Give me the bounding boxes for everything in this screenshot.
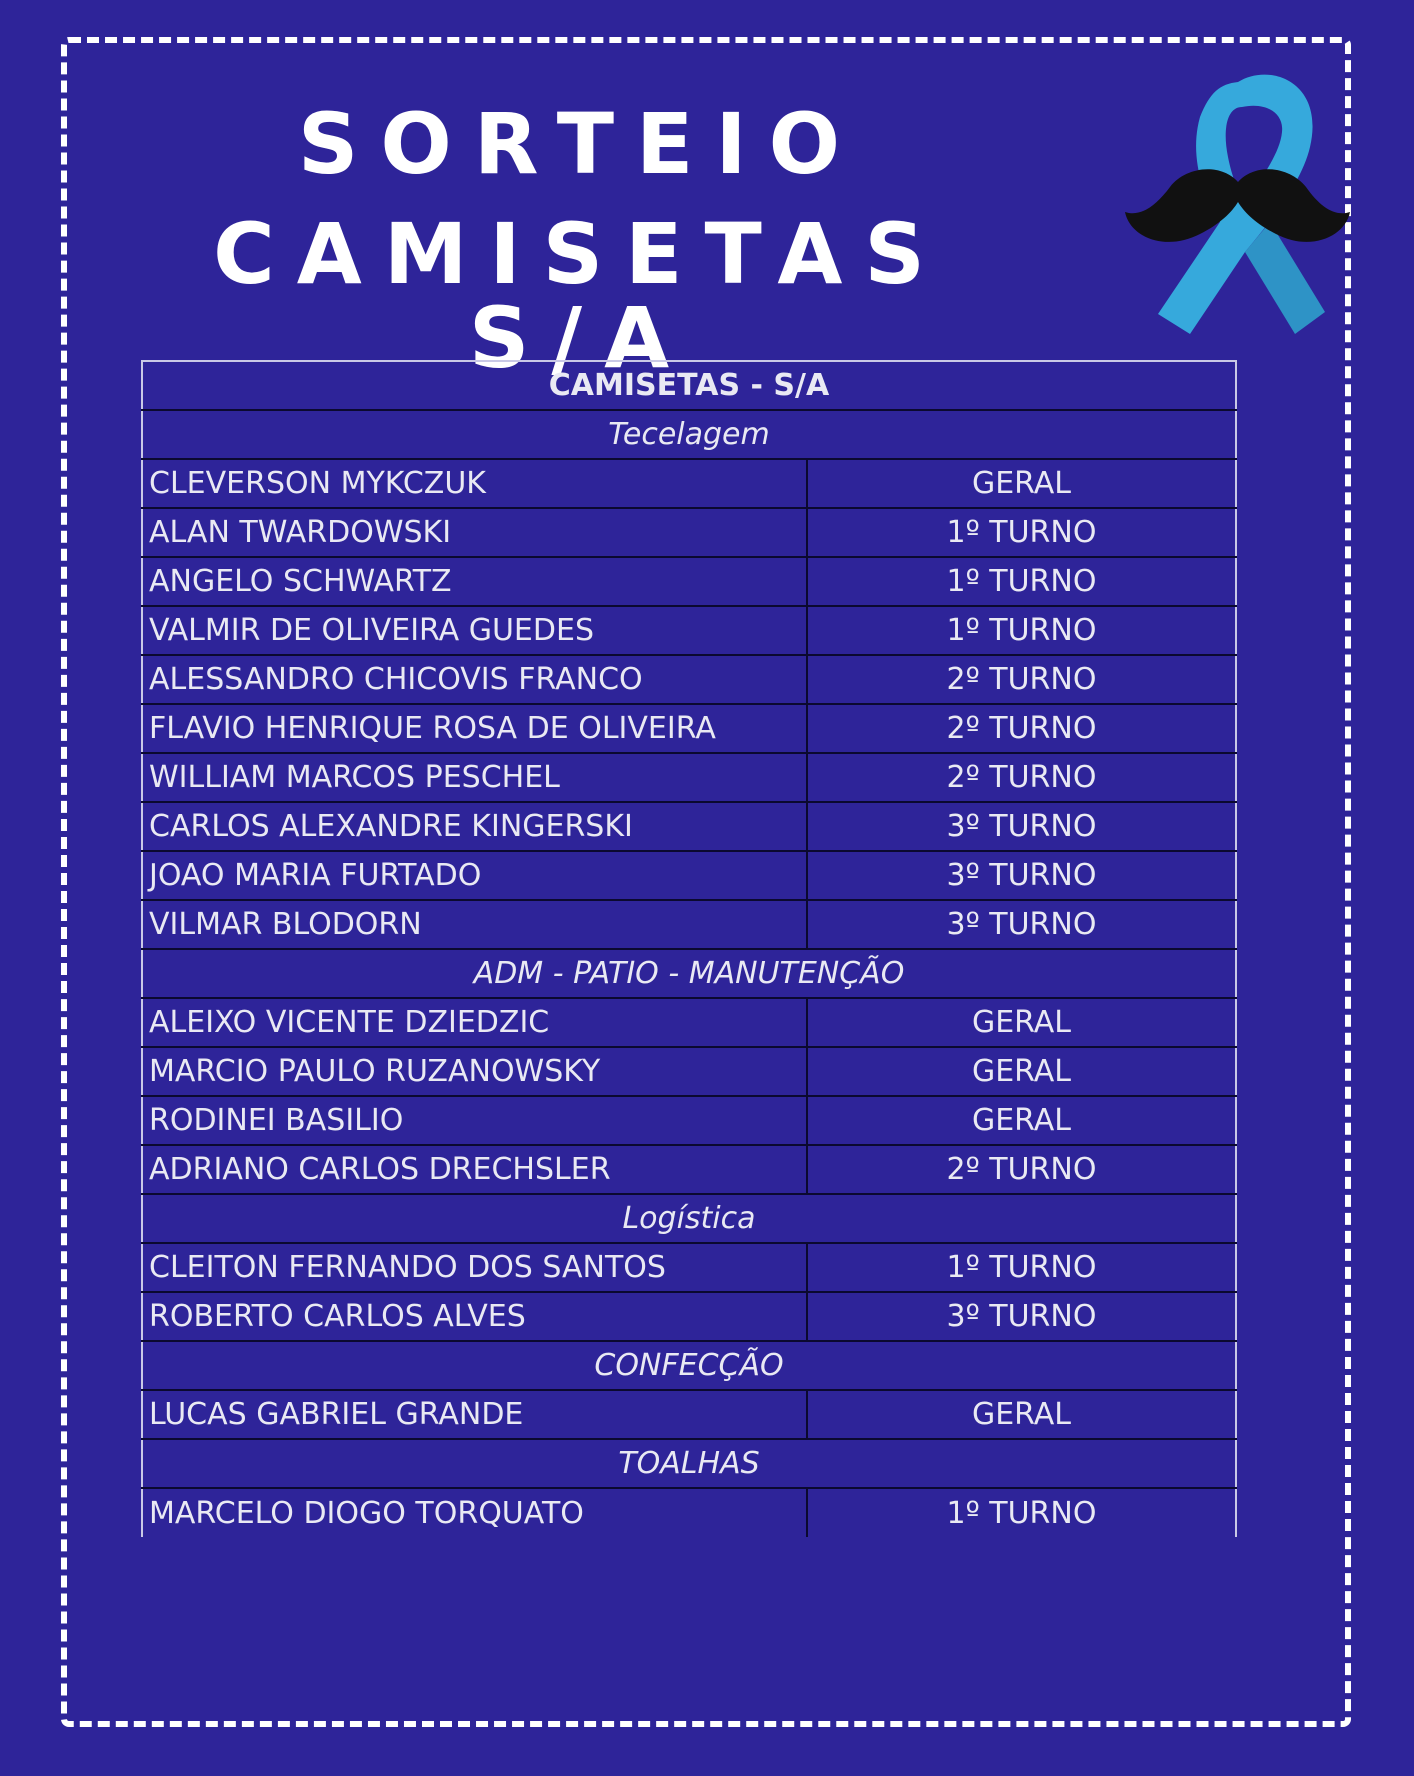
- participant-shift: 3º TURNO: [807, 1292, 1236, 1341]
- participant-shift: GERAL: [807, 1047, 1236, 1096]
- section-heading-tecelagem: Tecelagem: [142, 410, 1236, 459]
- table-row: [142, 1047, 1236, 1096]
- participant-shift: GERAL: [807, 998, 1236, 1047]
- participant-name: VILMAR BLODORN: [142, 900, 807, 949]
- participant-shift: 3º TURNO: [807, 851, 1236, 900]
- participant-name: ALEIXO VICENTE DZIEDZIC: [142, 998, 807, 1047]
- participant-name: VALMIR DE OLIVEIRA GUEDES: [142, 606, 807, 655]
- participant-name: CLEITON FERNANDO DOS SANTOS: [142, 1243, 807, 1292]
- participant-shift: 3º TURNO: [807, 900, 1236, 949]
- participant-name: WILLIAM MARCOS PESCHEL: [142, 753, 807, 802]
- participant-name: ALESSANDRO CHICOVIS FRANCO: [142, 655, 807, 704]
- participant-name: FLAVIO HENRIQUE ROSA DE OLIVEIRA: [142, 704, 807, 753]
- participant-shift: GERAL: [807, 1096, 1236, 1145]
- participant-shift: 2º TURNO: [807, 753, 1236, 802]
- participant-name: RODINEI BASILIO: [142, 1096, 807, 1145]
- participant-name: MARCIO PAULO RUZANOWSKY: [142, 1047, 807, 1096]
- section-heading-logistica: Logística: [142, 1194, 1236, 1243]
- section-heading-adm: ADM - PATIO - MANUTENÇÃO: [142, 949, 1236, 998]
- table-row: [142, 655, 1236, 704]
- page-title-line-1: SORTEIO: [297, 95, 863, 193]
- participant-name: LUCAS GABRIEL GRANDE: [142, 1390, 807, 1439]
- blue-ribbon-mustache-icon: [1120, 62, 1350, 357]
- participant-name: ROBERTO CARLOS ALVES: [142, 1292, 807, 1341]
- table-row: [142, 900, 1236, 949]
- table-row: [142, 1488, 1236, 1537]
- table-header: CAMISETAS - S/A: [142, 361, 1236, 410]
- participant-shift: 2º TURNO: [807, 704, 1236, 753]
- table-row: [142, 508, 1236, 557]
- participant-shift: 1º TURNO: [807, 606, 1236, 655]
- participant-shift: GERAL: [807, 459, 1236, 508]
- table-row: [142, 704, 1236, 753]
- participant-shift: 3º TURNO: [807, 802, 1236, 851]
- table-row: [142, 1390, 1236, 1439]
- table-row: [142, 802, 1236, 851]
- participant-name: CARLOS ALEXANDRE KINGERSKI: [142, 802, 807, 851]
- table-row: [142, 998, 1236, 1047]
- table-row: [142, 851, 1236, 900]
- participant-shift: 1º TURNO: [807, 1243, 1236, 1292]
- participant-shift: 1º TURNO: [807, 1488, 1236, 1537]
- participant-shift: GERAL: [807, 1390, 1236, 1439]
- participant-name: ANGELO SCHWARTZ: [142, 557, 807, 606]
- participant-name: CLEVERSON MYKCZUK: [142, 459, 807, 508]
- table-row: [142, 459, 1236, 508]
- table-row: [142, 606, 1236, 655]
- participant-name: MARCELO DIOGO TORQUATO: [142, 1488, 807, 1537]
- participant-name: ALAN TWARDOWSKI: [142, 508, 807, 557]
- participants-table: [141, 360, 1237, 1537]
- table-row: [142, 557, 1236, 606]
- table-row: [142, 1145, 1236, 1194]
- participant-shift: 2º TURNO: [807, 1145, 1236, 1194]
- participant-shift: 1º TURNO: [807, 508, 1236, 557]
- page-title-line-2: CAMISETAS S/A: [213, 205, 947, 387]
- table-row: [142, 1292, 1236, 1341]
- table-row: [142, 753, 1236, 802]
- participant-name: JOAO MARIA FURTADO: [142, 851, 807, 900]
- table-row: [142, 1096, 1236, 1145]
- section-heading-confeccao: CONFECÇÃO: [142, 1341, 1236, 1390]
- participant-name: ADRIANO CARLOS DRECHSLER: [142, 1145, 807, 1194]
- participant-shift: 2º TURNO: [807, 655, 1236, 704]
- section-heading-toalhas: TOALHAS: [142, 1439, 1236, 1488]
- table-row: [142, 1243, 1236, 1292]
- participant-shift: 1º TURNO: [807, 557, 1236, 606]
